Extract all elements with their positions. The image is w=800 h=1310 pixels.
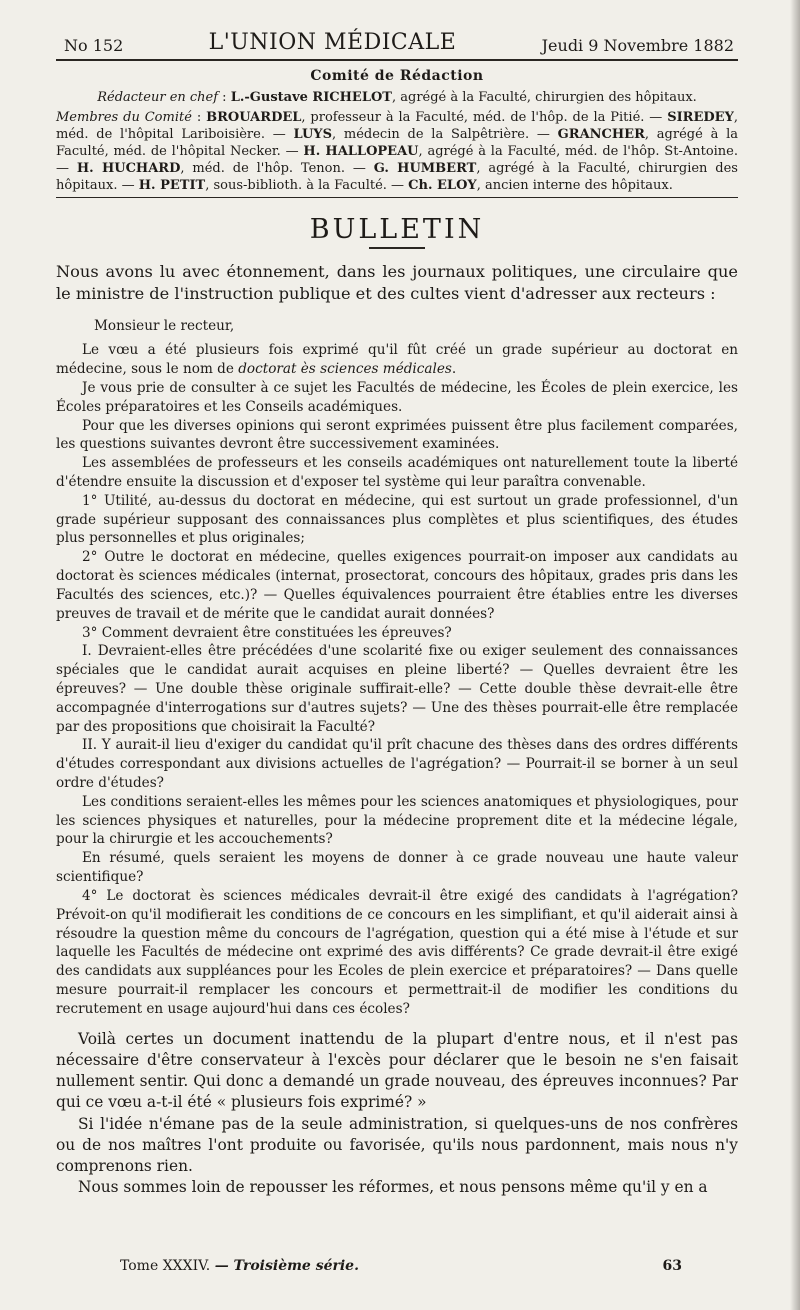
member-desc: , professeur à la Faculté, méd. de l'hôp. de la Pitié. — bbox=[301, 109, 668, 125]
circular-paragraph: Les assemblées de professeurs et les conseils académiques ont naturellement toute la liberté d'étendre ensuite la discussion et d'exposer tel système qui leur paraîtra convenable. bbox=[56, 455, 738, 490]
member-desc: , ancien interne des hôpitaux. bbox=[476, 178, 673, 194]
section-title-rule bbox=[369, 247, 425, 249]
footer-series: — Troisième série. bbox=[214, 1258, 359, 1274]
section-title: BULLETIN bbox=[309, 214, 485, 246]
circular-italic-term: doctorat ès sciences médicales bbox=[238, 361, 452, 378]
commentary-paragraph: Si l'idée n'émane pas de la seule administration, si quelques-uns de nos confrères ou de nos maîtres l'ont produite ou favorisée, qu'ils nous pardonnent, mais nous n'y comprenons rien. bbox=[56, 1114, 738, 1176]
circular-paragraph: Pour que les diverses opinions qui seront exprimées puissent être plus facilement comparées, les questions suivantes devront être successivement examinées. bbox=[56, 417, 738, 453]
editor-in-chief: Rédacteur en chef : L.-Gustave RICHELOT, agrégé à la Faculté, chirurgien des hôpitaux. bbox=[97, 90, 697, 106]
circular-paragraph bbox=[56, 341, 738, 379]
circular-text: Le vœu a été plusieurs fois exprimé qu'il fût créé un grade supérieur au doctorat en médecine, sous le nom de bbox=[56, 342, 738, 378]
commentary-paragraph: Voilà certes un document inattendu de la plupart d'entre nous, et il n'est pas nécessaire d'être conservateur à l'excès pour déclarer que le besoin ne s'en faisait nullement sentir. Qui donc a demandé un grade nouveau, des épreuves inconnues? Par qui ce vœu a-t-il été « plusieurs fois exprimé? » bbox=[56, 1029, 738, 1112]
issue-date: Jeudi 9 Novembre 1882 bbox=[541, 36, 734, 55]
member-desc: , méd. de l'hôpital Lariboisière. — bbox=[56, 109, 738, 142]
member-desc: , sous-biblioth. à la Faculté. — bbox=[205, 178, 409, 194]
circular-question: 1° Utilité, au-dessus du doctorat en médecine, qui est surtout un grade professionnel, d'un grade supérieur supposant des connaissances plus complètes et plus scientifiques, des études plus personnelles et plus originales; bbox=[56, 492, 738, 547]
member-name: H. HUCHARD bbox=[76, 161, 181, 177]
commentary-paragraph: Nous sommes loin de repousser les réformes, et nous pensons même qu'il y en a bbox=[78, 1178, 708, 1197]
circular-text: . bbox=[451, 361, 457, 378]
member-desc: , méd. de l'hôp. Tenon. — bbox=[180, 161, 374, 177]
journal-title: L'UNION MÉDICALE bbox=[208, 30, 457, 55]
circular-question: 2° Outre le doctorat en médecine, quelles exigences pourrait-on imposer aux candidats au doctorat ès sciences médicales (internat, prosectorat, concours des hôpitaux, grades pris dans les Facultés des sciences, etc.)? — Quelles équivalences pourraient être établies entre les diverses preuves de travail et de mérite que le candidat aurait données? bbox=[56, 549, 738, 622]
committee-members: Membres du Comité : BROUARDEL, professeur à la Faculté, méd. de l'hôp. de la Pitié. — SIREDEY, méd. de l'hôpital Lariboisière. — LUYS, médecin de la Salpêtrière. — GRANCHER, agrégé à la Faculté, méd. de l'hôpital Necker. — H. HALLOPEAU, agrégé à la Faculté, méd. de l'hôp. St-Antoine. — H. HUCHARD, méd. de l'hôp. Tenon. — G. HUMBERT, agrégé à la Faculté, chirurgien des hôpitaux. — H. PETIT, sous-biblioth. à la Faculté. — Ch. ELOY, ancien interne des hôpitaux. bbox=[56, 109, 738, 194]
circular-subquestion: II. Y aurait-il lieu d'exiger du candidat qu'il prît chacune des thèses dans des ordres différents d'études correspondant aux divisions actuelles de l'agrégation? — Pourrait-il se borner à un seul ordre d'études? bbox=[56, 737, 738, 791]
footer-tome: Tome XXXIV. bbox=[120, 1258, 211, 1274]
commentary bbox=[56, 1029, 738, 1199]
circular-subquestion: I. Devraient-elles être précédées d'une scolarité fixe ou exiger seulement des connaissances spéciales que le candidat aurait acquises en pleine liberté? — Quelles devraient être les épreuves? — Une double thèse originale suffirait-elle? — Cette double thèse devrait-elle être accompagnée d'interrogations sur d'autres sujets? — Une des thèses pourrait-elle être remplacée par des propositions que choisirait la Faculté? bbox=[56, 643, 738, 735]
footer-volume bbox=[120, 1258, 359, 1274]
member-name: G. HUMBERT bbox=[373, 161, 477, 177]
member-desc: , agrégé à la Faculté, méd. de l'hôp. St-Antoine. — bbox=[56, 143, 738, 177]
circular-subquestion: En résumé, quels seraient les moyens de donner à ce grade nouveau une haute valeur scientifique? bbox=[56, 850, 738, 886]
member-name: LUYS bbox=[293, 126, 332, 142]
member-name: H. PETIT bbox=[138, 178, 206, 194]
page-number: 63 bbox=[662, 1258, 682, 1274]
chief-name: L.-Gustave RICHELOT bbox=[230, 90, 392, 106]
ministerial-circular bbox=[56, 317, 738, 1019]
circular-subquestion: Les conditions seraient-elles les mêmes pour les sciences anatomiques et physiologiques, pour les sciences physiques et naturelles, pour la médecine proprement dite et la médecine légale, pour la chirurgie et les accouchements? bbox=[56, 793, 738, 848]
member-desc: , médecin de la Salpêtrière. — bbox=[331, 126, 558, 142]
member-name: H. HALLOPEAU bbox=[303, 143, 419, 159]
page-footer bbox=[120, 1258, 682, 1274]
member-name: SIREDEY bbox=[667, 109, 734, 125]
member-name: Ch. ELOY bbox=[408, 178, 477, 194]
circular-paragraph: Je vous prie de consulter à ce sujet les Facultés de médecine, les Écoles de plein exercice, les Écoles préparatoires et les Conseils académiques. bbox=[56, 379, 738, 415]
circular-question: 4° Le doctorat ès sciences médicales devrait-il être exigé des candidats à l'agrégation? Prévoit-on qu'il modifierait les conditions de ce concours en les simplifiant, et qu'il aiderait ainsi à résoudre la question même du concours de l'agrégation, question qui a été mise à l'étude et sur laquelle les Facultés de médecine ont exprimé des avis différents? Ce grade devrait-il être exigé des candidats aux suppléances pour les Ecoles de plein exercice et préparatoires? — Dans quelle mesure pourrait-il remplacer les concours et permettrait-il de modifier les conditions du recrutement en usage aujourd'hui dans ces écoles? bbox=[56, 887, 738, 1017]
chief-desc: , agrégé à la Faculté, chirurgien des hôpitaux. bbox=[391, 90, 697, 106]
member-desc: , agrégé à la Faculté, méd. de l'hôpital Necker. — bbox=[56, 126, 738, 159]
member-name: GRANCHER bbox=[557, 126, 645, 142]
page-header bbox=[56, 30, 738, 57]
member-desc: , agrégé à la Faculté, chirurgien des hôpitaux. — bbox=[56, 161, 738, 194]
member-name: BROUARDEL bbox=[206, 109, 302, 125]
editorial-committee bbox=[56, 61, 738, 194]
committee-heading: Comité de Rédaction bbox=[310, 68, 484, 84]
issue-number: No 152 bbox=[64, 36, 124, 55]
circular-question: 3° Comment devraient être constituées les épreuves? bbox=[82, 624, 452, 641]
lead-paragraph: Nous avons lu avec étonnement, dans les journaux politiques, une circulaire que le ministre de l'instruction publique et des cultes vient d'adresser aux recteurs : bbox=[56, 262, 738, 303]
circular-salutation: Monsieur le recteur, bbox=[94, 317, 235, 334]
chief-label: Rédacteur en chef bbox=[97, 90, 219, 106]
members-label: Membres du Comité bbox=[56, 109, 192, 125]
committee-rule bbox=[56, 197, 738, 198]
